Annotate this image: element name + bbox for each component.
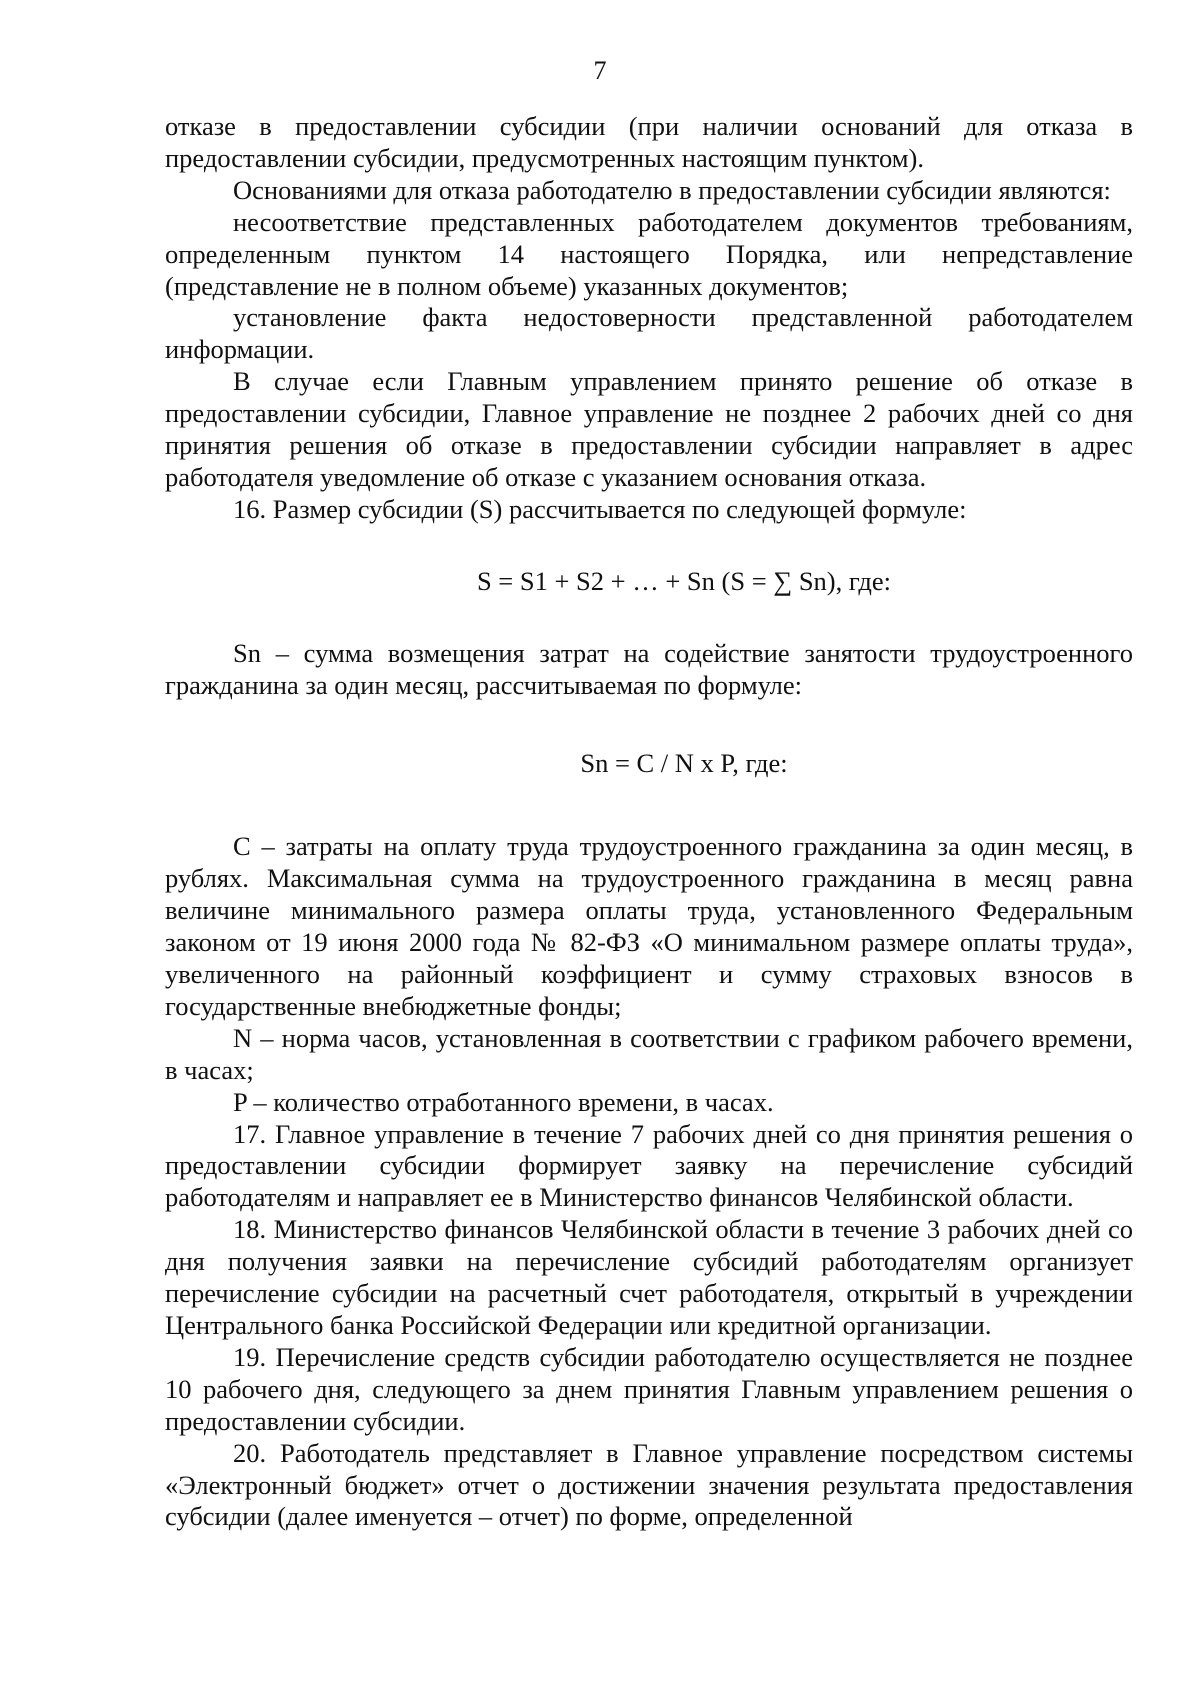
page-number: 7 (593, 56, 607, 85)
paragraph-refusal-grounds: Основаниями для отказа работодателю в предоставлении субсидии являются: (233, 174, 1111, 205)
paragraph-16: 16. Размер субсидии (S) рассчитывается по следующей формуле: (233, 493, 967, 524)
paragraph-18: 18. Министерство финансов Челябинской области в течение 3 рабочих дней со дня получения заявки на перечисление субсидий работодателям организует перечисление субсидии на расчетный счет работодателя, открытый в учреждении Центрального банка Российской Федерации или кредитной организации. (165, 1214, 1133, 1340)
paragraph-19: 19. Перечисление средств субсидии работодателю осуществляется не позднее 10 рабочего дня, следующего за днем принятия Главным управлением решения о предоставлении субсидии. (165, 1341, 1133, 1436)
paragraph-refusal-notice: В случае если Главным управлением принято решение об отказе в предоставлении субсидии, Главное управление не позднее 2 рабочих дней со дня принятия решения об отказе в предоставлении субсидии направляет в адрес работодателя уведомление об отказе с указанием основания отказа. (165, 366, 1133, 492)
paragraph-sn-definition: Sn – сумма возмещения затрат на содействие занятости трудоустроенного гражданина за один месяц, рассчитываемая по формуле: (165, 637, 1133, 700)
paragraph-20: 20. Работодатель представляет в Главное управление посредством системы «Электронный бюджет» отчет о достижении значения результата предоставления субсидии (далее именуется – отчет) по форме, определенной (165, 1437, 1133, 1532)
formula-monthly-subsidy: Sn = C / N x P, где: (580, 747, 788, 778)
paragraph-inaccuracy: установление факта недостоверности представленной работодателем информации. (165, 302, 1133, 365)
formula-total-subsidy: S = S1 + S2 + … + Sn (S = ∑ Sn), где: (476, 565, 892, 596)
paragraph-p-definition: P – количество отработанного времени, в часах. (233, 1086, 774, 1117)
document-body (165, 111, 1133, 1533)
paragraph-n-definition: N – норма часов, установленная в соответствии с графиком рабочего времени, в часах; (165, 1022, 1133, 1085)
paragraph-17: 17. Главное управление в течение 7 рабочих дней со дня принятия решения о предоставлении субсидии формирует заявку на перечисление субсидий работодателям и направляет ее в Министерство финансов Челябинской области. (165, 1118, 1133, 1213)
paragraph-c-definition: C – затраты на оплату труда трудоустроенного гражданина за один месяц, в рублях. Максимальная сумма на трудоустроенного гражданина в месяц равна величине минимального размера оплаты труда, установленного Федеральным законом от 19 июня 2000 года № 82-ФЗ «О минимальном размере оплаты труда», увеличенного на районный коэффициент и сумму страховых взносов в государственные внебюджетные фонды; (165, 831, 1133, 1021)
paragraph-continuation: отказе в предоставлении субсидии (при наличии оснований для отказа в предоставлении субсидии, предусмотренных настоящим пунктом). (165, 111, 1133, 173)
paragraph-nonconformity: несоответствие представленных работодателем документов требованиям, определенным пунктом 14 настоящего Порядка, или непредставление (представление не в полном объеме) указанных документов; (165, 206, 1133, 301)
